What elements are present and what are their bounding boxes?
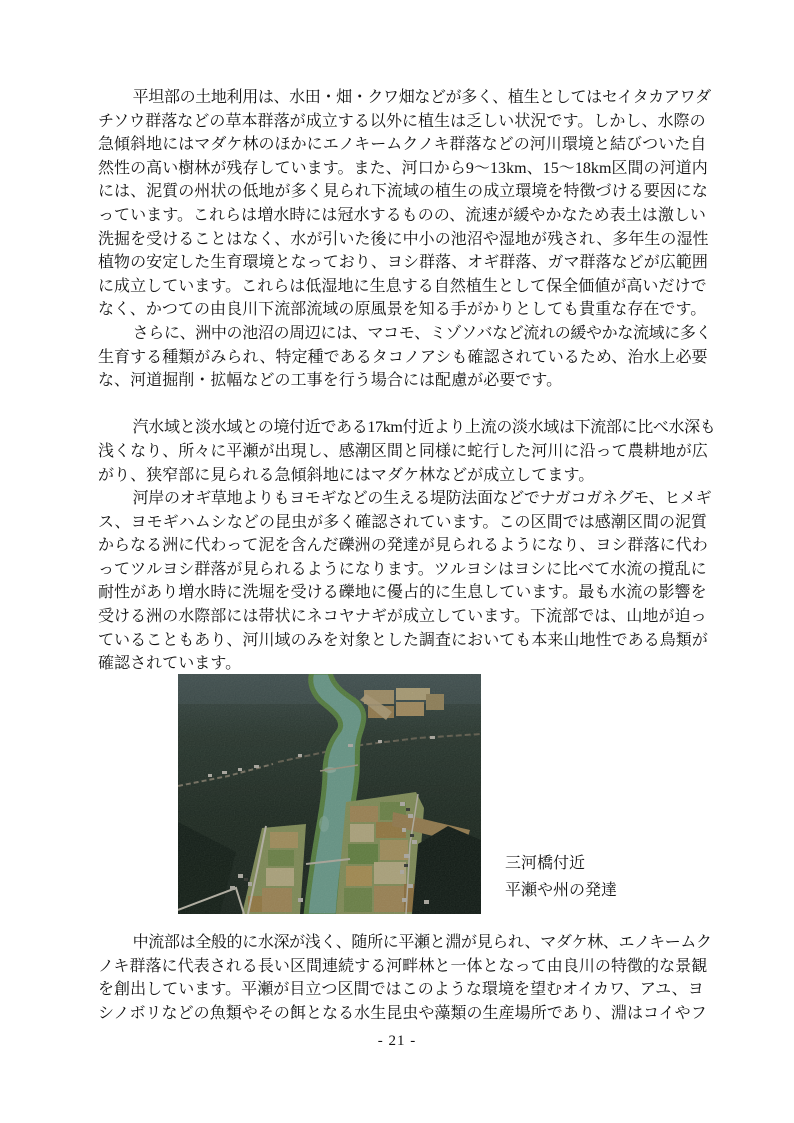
text-line: 植物の安定した生育環境となっており、ヨシ群落、オギ群落、ガマ群落などが広範囲 bbox=[98, 254, 708, 272]
text-line: っています。これらは増水時には冠水するものの、流速が緩やかなため表土は激しい bbox=[98, 206, 706, 224]
text-line: 生育する種類がみられ、特定種であるタコノアシも確認されているため、治水上必要 bbox=[98, 348, 708, 366]
text-line: 然性の高い樹林が残存しています。また、河口から9～13km、15～18km区間の河道内 bbox=[98, 159, 708, 177]
text-line: 汽水域と淡水域との境付近である17km付近より上流の淡水域は下流部に比べ水深も bbox=[117, 419, 716, 437]
text-line: 浅くなり、所々に平瀬が出現し、感潮区間と同様に蛇行した河川に沿って農耕地が広 bbox=[98, 442, 708, 460]
text-line: 受ける洲の水際部には帯状にネコヤナギが成立しています。下流部では、山地が迫っ bbox=[98, 608, 707, 626]
body-text-lower bbox=[98, 931, 714, 1025]
text-line: 耐性があり増水時に洗堀を受ける礫地に優占的に生息しています。最も水流の影響を bbox=[98, 584, 707, 602]
text-line: ノキ群落に代表される長い区間連続する河畔林と一体となって由良川の特徴的な景観 bbox=[98, 957, 708, 975]
body-text-upper bbox=[98, 86, 714, 676]
text-line: 洗掘を受けることはなく、水が引いた後に中小の池沼や湿地が残され、多年生の湿性 bbox=[98, 230, 709, 248]
text-line: 確認されています。 bbox=[98, 655, 242, 673]
page-number: - 21 - bbox=[377, 1033, 417, 1049]
text-line: シノボリなどの魚類やその餌となる水生昆虫や藻類の生産場所であり、淵はコイやフ bbox=[98, 1004, 707, 1022]
photo-texture-light bbox=[178, 674, 481, 914]
text-line: な、河道掘削・拡幅などの工事を行う場合には配慮が必要です。 bbox=[98, 372, 563, 390]
aerial-photo bbox=[178, 674, 481, 914]
figure-caption-line2: 平瀬や州の発達 bbox=[505, 881, 618, 899]
figure-caption-line1: 三河橋付近 bbox=[505, 855, 586, 872]
text-line: 急傾斜地にはマダケ林のほかにエノキームクノキ群落などの河川環境と結びついた自 bbox=[98, 136, 707, 154]
text-line: チソウ群落などの草本群落が成立する以外に植生は乏しい状況です。しかし、水際の bbox=[98, 112, 706, 130]
text-line: に成立しています。これらは低湿地に生息する自然植生として保全価値が高いだけで bbox=[98, 277, 707, 295]
figure-caption bbox=[505, 851, 617, 904]
text-line: なく、かつての由良川下流部流域の原風景を知る手がかりとしても貴重な存在です。 bbox=[98, 301, 707, 319]
text-line: には、泥質の州状の低地が多く見られ下流域の植生の成立環境を特徴づける要因にな bbox=[98, 183, 708, 201]
text-line: からなる洲に代わって泥を含んだ礫洲の発達が見られるようになり、ヨシ群落に代わ bbox=[98, 537, 708, 555]
text-line: ってツルヨシ群落が見られるようになります。ツルヨシはヨシに比べて水流の撹乱に bbox=[98, 560, 707, 578]
text-line: さらに、洲中の池沼の周辺には、マコモ、ミゾソバなど流れの緩やかな流域に多く bbox=[117, 324, 712, 342]
text-line: 中流部は全般的に水深が浅く、随所に平瀬と淵が見られ、マダケ林、エノキームク bbox=[117, 934, 712, 951]
text-line: を創出しています。平瀬が目立つ区間ではこのような環境を望むオイカワ、アユ、ヨ bbox=[98, 981, 704, 999]
paragraph-gap bbox=[98, 393, 714, 417]
text-line: ていることもあり、河川域のみを対象とした調査においても本来山地性である鳥類が bbox=[98, 631, 708, 649]
text-line: ス、ヨモギハムシなどの昆虫が多く確認されています。この区間では感潮区間の泥質 bbox=[98, 513, 708, 531]
text-line: 平坦部の土地利用は、水田・畑・クワ畑などが多く、植生としてはセイタカアワダ bbox=[117, 89, 711, 106]
text-line: がり、狭窄部に見られる急傾斜地にはマダケ林などが成立してます。 bbox=[98, 466, 595, 484]
text-line: 河岸のオギ草地よりもヨモギなどの生える堤防法面などでナガコガネグモ、ヒメギ bbox=[117, 490, 712, 508]
